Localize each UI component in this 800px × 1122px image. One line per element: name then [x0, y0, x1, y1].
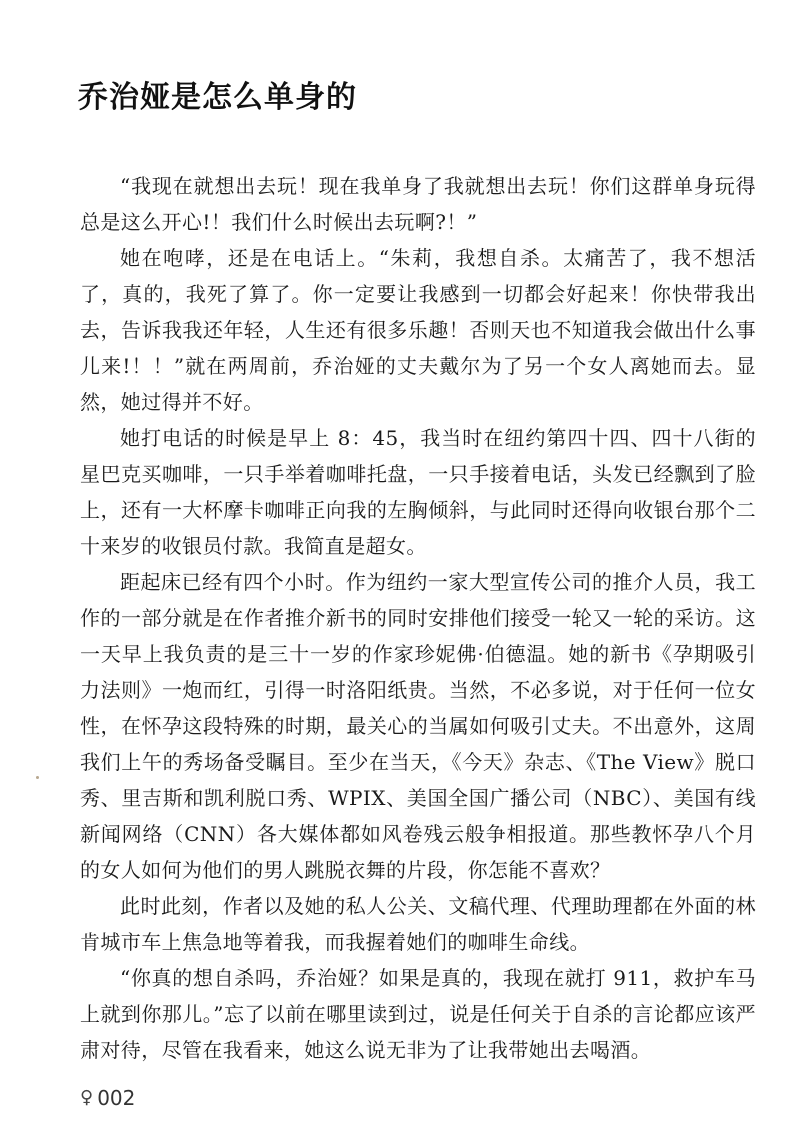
chapter-title: 乔治娅是怎么单身的 — [78, 80, 357, 115]
paragraph: “你真的想自杀吗，乔治娅？如果是真的，我现在就打 911，救护车马上就到你那儿。”忘了以前在哪里读到过，说是任何关于自杀的言论都应该严肃对待，尽管在我看来，她这么说无非为了让我带她出去喝酒。 — [80, 966, 756, 1062]
scan-speck — [36, 776, 39, 779]
paragraph: 此时此刻，作者以及她的私人公关、文稿代理、代理助理都在外面的林肯城市车上焦急地等着我，而我握着她们的咖啡生命线。 — [80, 894, 756, 954]
page-number: 002 — [97, 1086, 136, 1110]
body-text — [80, 168, 756, 1068]
paragraph: 她在咆哮，还是在电话上。“朱莉，我想自杀。太痛苦了，我不想活了，真的，我死了算了。你一定要让我感到一切都会好起来！你快带我出去，告诉我我还年轻，人生还有很多乐趣！否则天也不知道我会做出什么事儿来!！！”就在两周前，乔治娅的丈夫戴尔为了另一个女人离她而去。显然，她过得并不好。 — [80, 246, 756, 414]
female-symbol-icon: ♀ — [80, 1087, 94, 1108]
paragraph: “我现在就想出去玩！现在我单身了我就想出去玩！你们这群单身玩得总是这么开心!！我们什么时候出去玩啊?！” — [80, 174, 756, 234]
page-footer — [80, 1086, 135, 1110]
paragraph: 距起床已经有四个小时。作为纽约一家大型宣传公司的推介人员，我工作的一部分就是在作者推介新书的同时安排他们接受一轮又一轮的采访。这一天早上我负责的是三十一岁的作家珍妮佛·伯德温。她的新书《孕期吸引力法则》一炮而红，引得一时洛阳纸贵。当然，不必多说，对于任何一位女性，在怀孕这段特殊的时期，最关心的当属如何吸引丈夫。不出意外，这周我们上午的秀场备受瞩目。至少在当天，《今天》杂志、《The View》脱口秀、里吉斯和凯利脱口秀、WPIX、美国全国广播公司（NBC）、美国有线新闻网络（CNN）各大媒体都如风卷残云般争相报道。那些教怀孕八个月的女人如何为他们的男人跳脱衣舞的片段，你怎能不喜欢？ — [80, 570, 756, 882]
paragraph: 她打电话的时候是早上 8：45，我当时在纽约第四十四、四十八街的星巴克买咖啡，一只手举着咖啡托盘，一只手接着电话，头发已经飘到了脸上，还有一大杯摩卡咖啡正向我的左胸倾斜，与此同时还得向收银台那个二十来岁的收银员付款。我简直是超女。 — [80, 426, 756, 558]
